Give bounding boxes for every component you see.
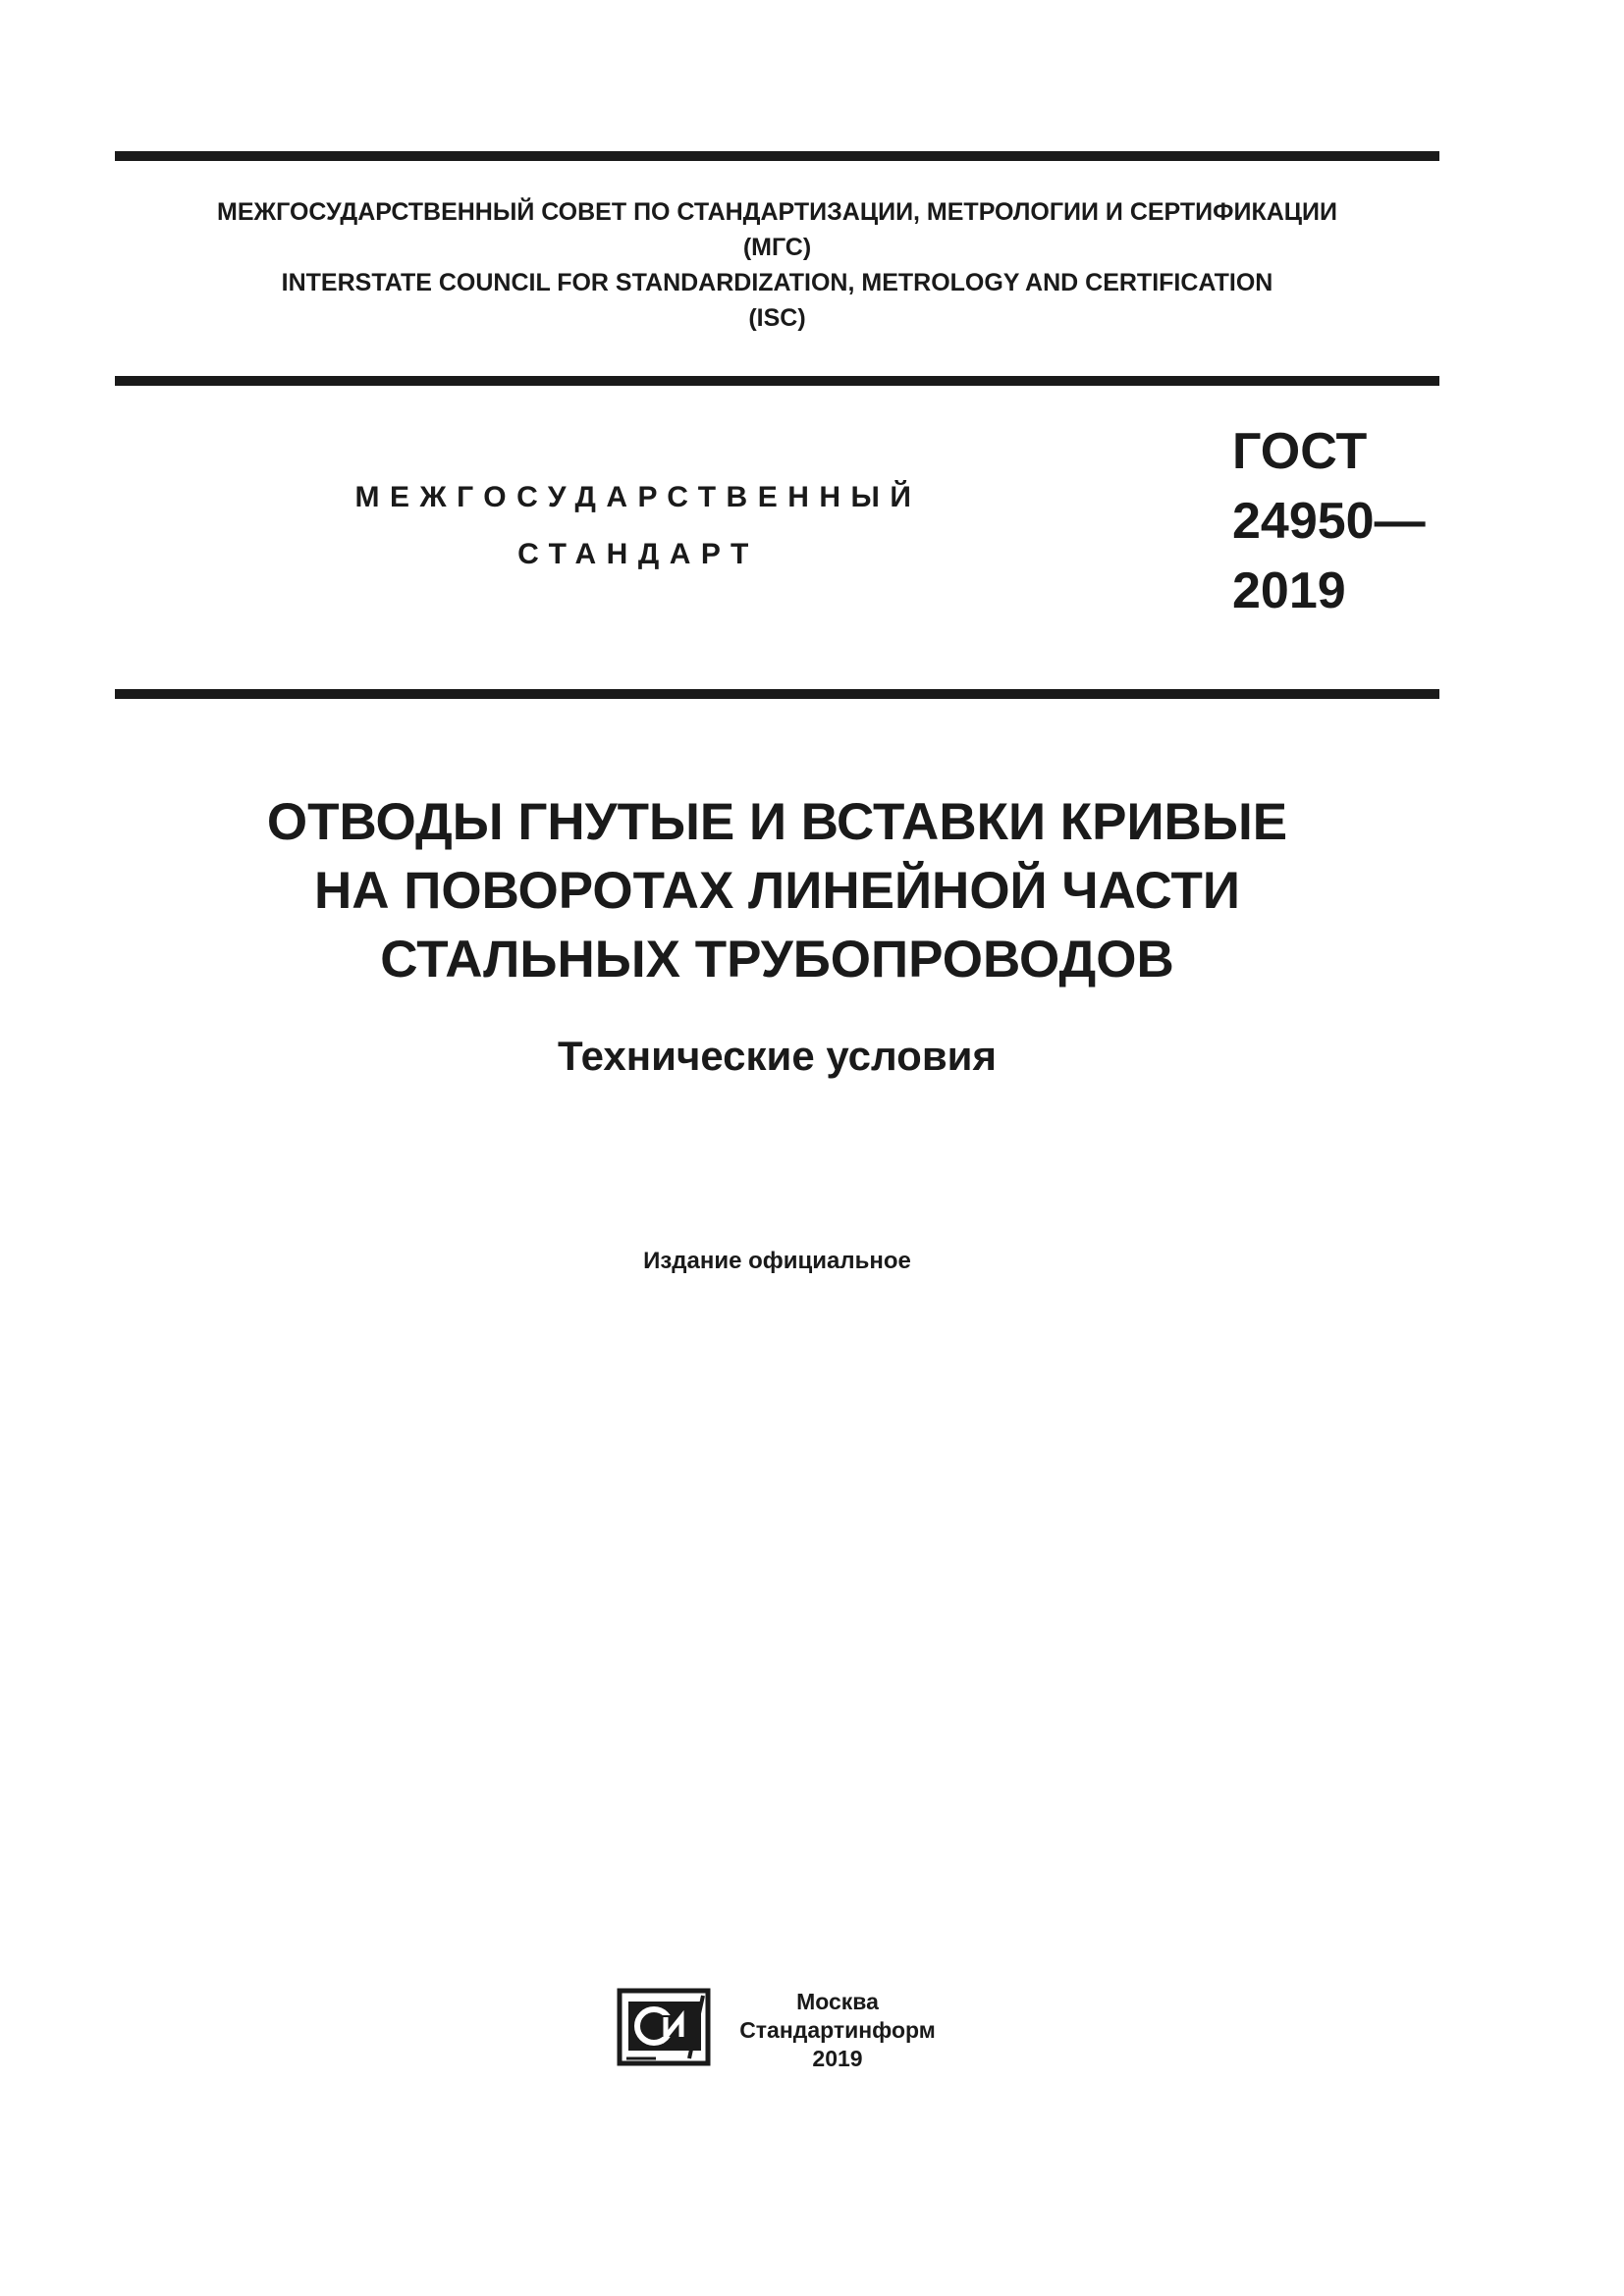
council-header [115,194,1439,336]
standartinform-logo-icon [617,1988,711,2066]
council-name-en: INTERSTATE COUNCIL FOR STANDARDIZATION, METROLOGY AND CERTIFICATION [281,269,1273,296]
document-title-line3: СТАЛЬНЫХ ТРУБОПРОВОДОВ [380,931,1174,988]
publisher-block [725,1988,950,2073]
gost-label: ГОСТ [1232,423,1368,480]
gost-number: 24950— [1232,493,1426,550]
header-bottom-rule [115,376,1439,386]
edition-note: Издание официальное [643,1248,911,1274]
gost-designation [1232,417,1426,626]
publisher-name: Стандартинформ [739,2017,936,2043]
council-abbr-en: (ISC) [748,304,806,332]
publisher-city: Москва [796,1989,879,2014]
document-subtitle: Технические условия [558,1033,997,1079]
designation-bottom-rule [115,689,1439,699]
document-title [115,788,1439,994]
document-title-line2: НА ПОВОРОТАХ ЛИНЕЙНОЙ ЧАСТИ [314,862,1240,920]
standard-kind-line2: СТАНДАРТ [517,538,759,570]
top-rule [115,151,1439,161]
standard-kind-line1: МЕЖГОСУДАРСТВЕННЫЙ [354,481,922,513]
document-title-line1: ОТВОДЫ ГНУТЫЕ И ВСТАВКИ КРИВЫЕ [266,793,1288,851]
council-name-ru: МЕЖГОСУДАРСТВЕННЫЙ СОВЕТ ПО СТАНДАРТИЗАЦИИ, МЕТРОЛОГИИ И СЕРТИФИКАЦИИ [217,198,1337,226]
publisher-year: 2019 [812,2046,863,2071]
council-abbr-ru: (МГС) [742,234,812,261]
gost-year: 2019 [1232,562,1346,619]
standard-kind [295,469,982,583]
